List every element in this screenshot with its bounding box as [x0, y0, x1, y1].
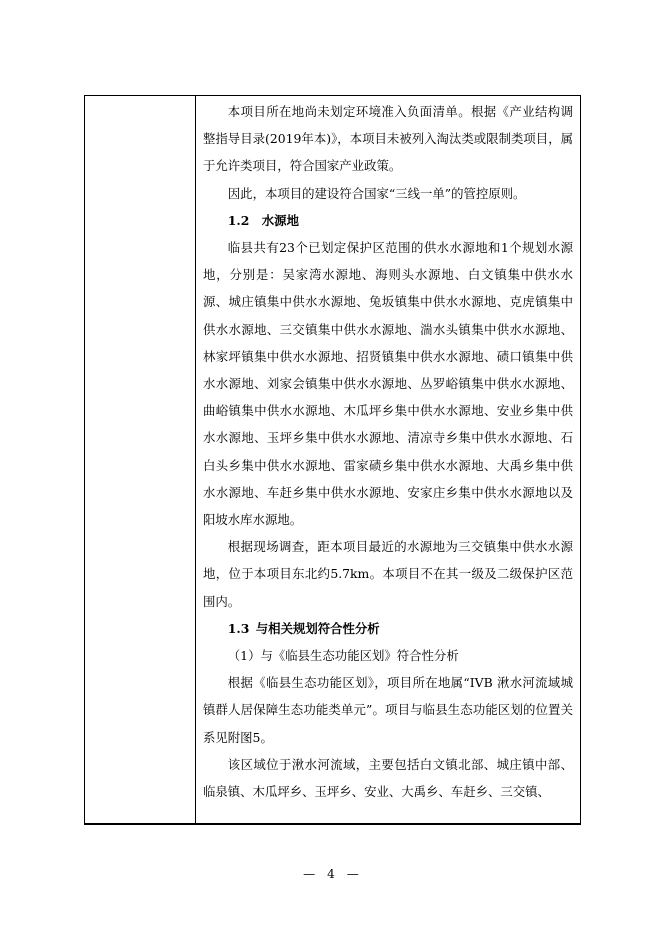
section-number: 1.3 — [227, 620, 250, 636]
section-title: 与相关规划符合性分析 — [255, 620, 380, 636]
paragraph-negative-list: 本项目所在地尚未划定环境准入负面清单。根据《产业结构调整指导目录(2019年本)》，本项目未被列入淘汰类或限制类项目，属于允许类项目，符合国家产业政策。 — [203, 104, 573, 174]
paragraph-water-sources-list: 临县共有23个已划定保护区范围的供水水源地和1个规划水源地，分别是：吴家湾水源地、海则头水源地、白文镇集中供水水源、城庄镇集中供水水源地、兔坂镇集中供水水源地、克虎镇集中供水水源地、三交镇集中供水水源地、湍水头镇集中供水水源地、林家坪镇集中供水水源地、招贤镇集中供水水源地、碛口镇集中供水水源地、刘家会镇集中供水水源地、丛罗峪镇集中供水水源地、曲峪镇集中供水水源地、木瓜坪乡集中供水水源地、安业乡集中供水水源地、玉坪乡集中供水水源地、清凉寺乡集中供水水源地、石白头乡集中供水水源地、雷家碛乡集中供水水源地、大禹乡集中供水水源地、车赶乡集中供水水源地、安家庄乡集中供水水源地以及阳坡水库水源地。 — [203, 240, 573, 528]
paragraph-conclusion: 因此，本项目的建设符合国家“三线一单”的管控原则。 — [227, 185, 526, 201]
section-heading-water-source — [203, 207, 573, 234]
table-content-cell — [203, 98, 573, 805]
paragraph-site-survey: 根据现场调查，距本项目最近的水源地为三交镇集中供水水源地，位于本项目东北约5.7km。本项目不在其一级及二级保护区范围内。 — [203, 539, 573, 609]
paragraph-eco-zone-unit: 根据《临县生态功能区划》，项目所在地属“IVB 湫水河流域城镇群人居保障生态功能类单元”。项目与临县生态功能区划的位置关系见附图5。 — [203, 675, 573, 745]
section-title: 水源地 — [261, 212, 299, 228]
section-number: 1.2 — [227, 212, 250, 228]
paragraph-region-description: 该区域位于湫水河流域，主要包括白文镇北部、城庄镇中部、临泉镇、木瓜坪乡、玉坪乡、安业、大禹乡、车赶乡、三交镇、 — [203, 756, 573, 800]
page-number: — 4 — — [303, 867, 359, 881]
section-heading-planning — [203, 615, 573, 642]
paragraph-subheading-eco-zoning: （1）与《临县生态功能区划》符合性分析 — [227, 648, 459, 664]
column-divider — [195, 95, 196, 825]
